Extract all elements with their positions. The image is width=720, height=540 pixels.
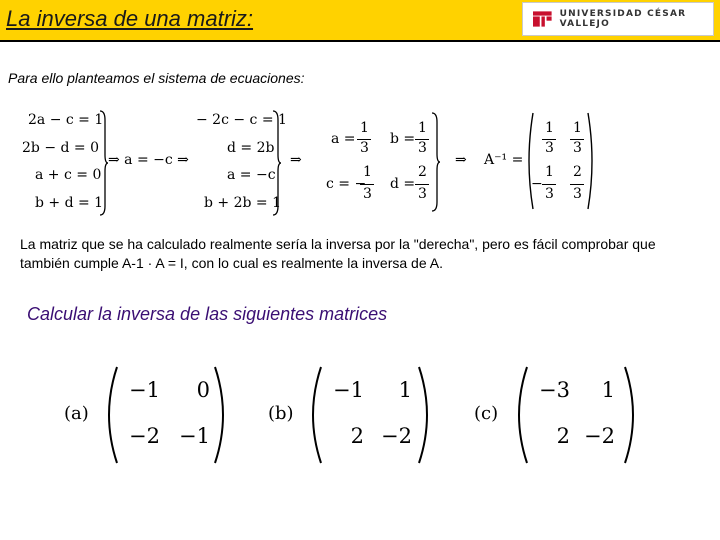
- fraction-bar: [570, 184, 584, 185]
- matrix-cell: −2: [584, 424, 615, 448]
- matrix-cell: 2: [556, 424, 570, 448]
- right-paren-icon: [586, 112, 598, 210]
- inv-r2c1-num: 1: [545, 164, 554, 180]
- sol-a-num: 1: [360, 120, 369, 136]
- right-paren-icon: [622, 365, 642, 465]
- ucv-emblem-icon: [533, 10, 552, 28]
- right-paren-icon: [212, 365, 232, 465]
- eq2-line1: − 2c − c = 1: [196, 112, 287, 128]
- right-brace-icon: [272, 110, 282, 216]
- matrix-cell: 1: [601, 378, 615, 402]
- matrix-cell: −1: [333, 378, 364, 402]
- inv-r2c2-num: 2: [573, 164, 582, 180]
- inv-r2c2-den: 3: [573, 186, 582, 202]
- university-logo: [522, 2, 714, 36]
- sol-a-lhs: a =: [331, 131, 356, 147]
- explanation-text: La matriz que se ha calculado realmente sería la inversa por la "derecha", pero es fácil comprobar que también cumple A-1 · A = I, con lo cual es realmente la inversa de A.: [20, 236, 656, 271]
- matrix-cell: −3: [539, 378, 570, 402]
- inv-r1c2-den: 3: [573, 140, 582, 156]
- eq1-line1: 2a − c = 1: [28, 112, 104, 128]
- exercise-label: (b): [268, 403, 294, 424]
- inv-r2c1-den: 3: [545, 186, 554, 202]
- sol-b-den: 3: [418, 140, 427, 156]
- exercise-label: (c): [474, 403, 499, 424]
- left-paren-icon: [523, 112, 535, 210]
- inv-r1c1-num: 1: [545, 120, 554, 136]
- eq2-line2: d = 2b: [227, 140, 275, 156]
- header-bar: [0, 0, 720, 42]
- page-title: La inversa de una matriz:: [6, 6, 254, 31]
- matrix-cell: −2: [129, 424, 160, 448]
- sol-d-num: 2: [418, 164, 427, 180]
- inv-r1c1-den: 3: [545, 140, 554, 156]
- implies-arrow-2: ⇒: [290, 152, 302, 168]
- sol-d-lhs: d =: [390, 176, 416, 192]
- sol-d-den: 3: [418, 186, 427, 202]
- eq2-line3: a = −c: [227, 167, 276, 183]
- matrix-cell: 2: [350, 424, 364, 448]
- right-paren-icon: [416, 365, 436, 465]
- matrix-cell: −1: [179, 424, 210, 448]
- exercise-heading: Calcular la inversa de las siguientes matrices: [27, 304, 388, 324]
- inv-r2c1-sign: −: [531, 176, 543, 192]
- sol-b-lhs: b =: [390, 131, 416, 147]
- intro-text: Para ello planteamos el sistema de ecuaciones:: [8, 70, 305, 86]
- fraction-bar: [415, 184, 429, 185]
- sol-c-den: 3: [363, 186, 372, 202]
- sol-c-lhs: c = −: [326, 176, 367, 192]
- right-brace-icon: [431, 112, 441, 212]
- fraction-bar: [360, 184, 374, 185]
- matrix-cell: −2: [381, 424, 412, 448]
- eq1-line2: 2b − d = 0: [22, 140, 99, 156]
- matrix-cell: −1: [129, 378, 160, 402]
- matrix-cell: 0: [196, 378, 210, 402]
- inv-r1c2-num: 1: [573, 120, 582, 136]
- sol-a-den: 3: [360, 140, 369, 156]
- implies-arrow-3: ⇒: [455, 152, 467, 168]
- fraction-bar: [542, 184, 556, 185]
- eq1-line4: b + d = 1: [35, 195, 104, 211]
- implies-arrow-1: ⇒ a = −c ⇒: [108, 152, 189, 168]
- sol-b-num: 1: [418, 120, 427, 136]
- matrix-cell: 1: [398, 378, 412, 402]
- eq2-line4: b + 2b = 1: [204, 195, 281, 211]
- eq1-line3: a + c = 0: [35, 167, 102, 183]
- exercise-label: (a): [64, 403, 89, 424]
- inverse-label: A⁻¹ =: [484, 152, 524, 168]
- sol-c-num: 1: [363, 164, 372, 180]
- logo-text: UNIVERSIDAD CÉSAR VALLEJO: [559, 9, 687, 29]
